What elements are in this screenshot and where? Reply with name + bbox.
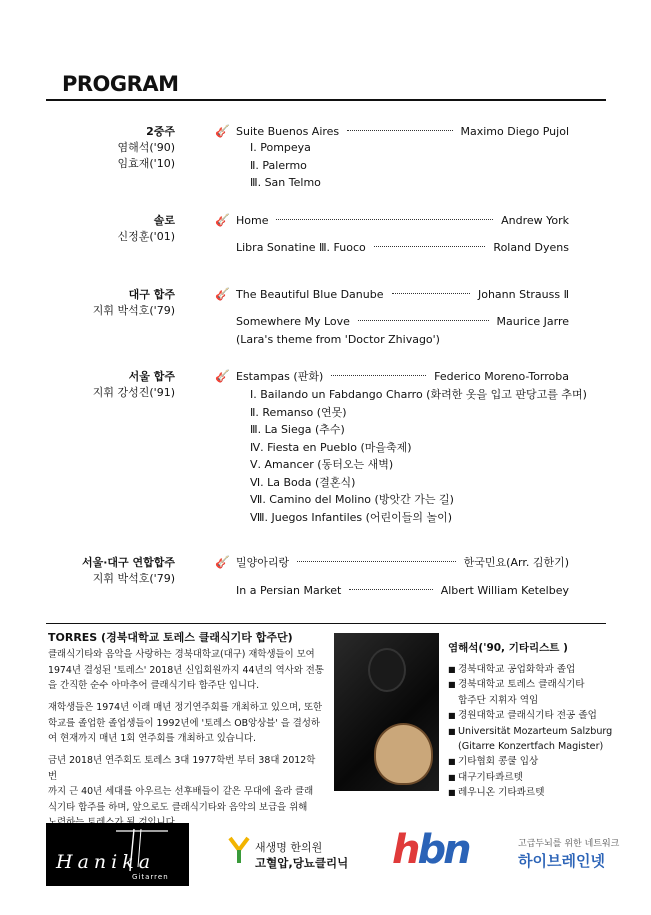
title-rule bbox=[46, 99, 606, 101]
composer: Albert William Ketelbey bbox=[440, 584, 569, 597]
hanika-logo bbox=[46, 823, 189, 886]
text-line: 식기타 합주를 하며, 앞으로도 클래식기타와 음악의 보급을 위해 bbox=[48, 801, 308, 813]
piece-title: Suite Buenos Aires bbox=[236, 125, 340, 138]
performer: 지휘 박석호('79) bbox=[92, 572, 175, 585]
movement: Ⅵ. La Boda (결혼식) bbox=[250, 475, 356, 489]
dot-leader bbox=[347, 129, 452, 131]
movement: Ⅰ. Bailando un Fabdango Charro (화려한 옷을 입고 판당고를 추며) bbox=[250, 388, 587, 401]
guitar-icon: 🎸 bbox=[215, 555, 230, 569]
torres-paragraph bbox=[48, 753, 324, 831]
guitar-icon: 🎸 bbox=[215, 124, 230, 138]
bio-list bbox=[448, 662, 612, 801]
guitar-icon: 🎸 bbox=[215, 213, 230, 227]
movement-list bbox=[250, 139, 321, 192]
guitar-body bbox=[374, 723, 433, 785]
bio-item: ■ Universität Mozarteum Salzburg bbox=[448, 724, 612, 739]
piece-line bbox=[236, 555, 569, 571]
piece-line bbox=[236, 583, 569, 599]
bio-item-cont: (Gitarre Konzertfach Magister) bbox=[458, 741, 604, 753]
movement: Ⅳ. Fiesta en Pueblo (마을축제) bbox=[250, 440, 412, 454]
dot-leader bbox=[358, 319, 489, 321]
portrait-head bbox=[368, 648, 406, 692]
text-line: 학교를 졸업한 졸업생들이 1992년에 '토레스 OB앙상블' 을 결성하 bbox=[48, 717, 320, 729]
guitar-icon: 🎸 bbox=[215, 287, 230, 301]
clinic-mark-icon bbox=[228, 836, 250, 864]
bio-item: ■ 레우니온 기타콰르텟 bbox=[448, 785, 612, 800]
movement: Ⅲ. San Telmo bbox=[250, 176, 321, 189]
hbn-mark: hbn bbox=[392, 827, 469, 873]
performer: 신정훈('01) bbox=[117, 230, 175, 243]
piece-title: The Beautiful Blue Danube bbox=[236, 288, 384, 301]
bio-item: ■ 경북대학교 공업화학과 졸업 bbox=[448, 662, 612, 677]
clinic-tagline: 고혈압,당뇨클리닉 bbox=[255, 856, 349, 870]
movement: Ⅲ. La Siega (추수) bbox=[250, 423, 345, 436]
performer: 임효재('10) bbox=[117, 157, 175, 170]
bio-item-cont: 합주단 지휘자 역임 bbox=[458, 694, 539, 706]
movement: Ⅷ. Juegos Infantiles (어린이들의 놀이) bbox=[250, 510, 453, 524]
piece-line bbox=[236, 314, 569, 330]
piece-line bbox=[236, 240, 569, 256]
piece-line bbox=[236, 213, 569, 229]
text-line: 클래식기타와 음악을 사랑하는 경북대학교(대구) 재학생들이 모여 bbox=[48, 649, 315, 660]
piece-line bbox=[236, 369, 569, 385]
guitarist-photo bbox=[334, 633, 439, 791]
guitar-icon: 🎸 bbox=[215, 369, 230, 383]
performer: 염해석('90) bbox=[117, 141, 175, 154]
torres-paragraph bbox=[48, 700, 324, 747]
hanika-subtitle: Gitarren bbox=[132, 873, 169, 881]
movement: Ⅱ. Remanso (연못) bbox=[250, 405, 347, 419]
piece-title: Estampas (판화) bbox=[236, 370, 324, 383]
bio-item: ■ 대구기타콰르텟 bbox=[448, 770, 612, 785]
clinic-name: 새생명 한의원 bbox=[255, 841, 323, 854]
bio-heading: 염해석('90, 기타리스트 ) bbox=[448, 642, 568, 654]
piece-title: Libra Sonatine Ⅲ. Fuoco bbox=[236, 241, 366, 254]
piece-line bbox=[236, 287, 569, 303]
movement: Ⅶ. Camino del Molino (방앗간 가는 길) bbox=[250, 493, 454, 506]
movement: Ⅴ. Amancer (동터오는 새벽) bbox=[250, 458, 394, 471]
composer: Andrew York bbox=[501, 214, 569, 227]
section-heading: 서울 합주 bbox=[128, 370, 175, 383]
movement: Ⅱ. Palermo bbox=[250, 158, 307, 172]
piece-title: Home bbox=[236, 214, 269, 227]
torres-paragraph bbox=[48, 647, 324, 694]
hbn-name: 하이브레인넷 bbox=[518, 852, 605, 870]
text-line: 을 간직한 순수 아마추어 클래식기타 합주단 입니다. bbox=[48, 680, 260, 691]
piece-title: 밀양아리랑 bbox=[236, 556, 290, 569]
composer: Johann Strauss Ⅱ bbox=[477, 288, 569, 301]
bio-item: ■ 경원대학교 클래식기타 전공 졸업 bbox=[448, 708, 612, 723]
section-heading: 대구 합주 bbox=[128, 288, 175, 301]
movement: Ⅰ. Pompeya bbox=[250, 141, 311, 154]
dot-leader bbox=[276, 218, 493, 220]
bio-item: ■ 경북대학교 토레스 클래식기타 bbox=[448, 677, 612, 692]
text-line: 금년 2018년 연주회도 토레스 3대 1977학번 부터 38대 2012학번 bbox=[48, 755, 316, 782]
text-line: 1974년 결성된 '토레스' 2018년 신입회원까지 44년의 역사와 전통 bbox=[48, 664, 324, 676]
piece-title: Somewhere My Love bbox=[236, 315, 350, 328]
composer: Maurice Jarre bbox=[496, 315, 569, 328]
section-heading: 서울·대구 연합합주 bbox=[81, 556, 175, 569]
section-heading: 2중주 bbox=[146, 125, 175, 138]
section-heading: 솔로 bbox=[153, 214, 175, 227]
dot-leader bbox=[392, 292, 470, 294]
text-line: 까지 근 40년 세대를 아우르는 선후배들이 같은 무대에 올라 클래 bbox=[48, 786, 314, 797]
dot-leader bbox=[374, 245, 486, 247]
piece-title: In a Persian Market bbox=[236, 584, 342, 597]
piece-line bbox=[236, 124, 569, 140]
composer: Federico Moreno-Torroba bbox=[434, 370, 569, 383]
bio-item: ■ 기타협회 콩쿨 입상 bbox=[448, 754, 612, 769]
torres-heading: TORRES (경북대학교 토레스 클래식기타 합주단) bbox=[48, 631, 293, 644]
dot-leader bbox=[297, 560, 456, 562]
composer: Roland Dyens bbox=[493, 241, 569, 254]
page-title: PROGRAM bbox=[62, 72, 179, 96]
hbn-tagline: 고급두뇌를 위한 네트워크 bbox=[518, 839, 620, 849]
text-line: 여 현재까지 매년 1회 연주회를 개최하고 있습니다. bbox=[48, 733, 256, 744]
hanika-wordmark: Hanika bbox=[56, 851, 156, 873]
movement-list bbox=[250, 386, 587, 526]
composer: 한국민요(Arr. 김한기) bbox=[463, 556, 569, 569]
dot-leader bbox=[331, 374, 426, 376]
performer: 지휘 강성진('91) bbox=[92, 386, 175, 399]
text-line: 재학생들은 1974년 이래 매년 정기연주회를 개최하고 있으며, 또한 bbox=[48, 702, 323, 713]
performer: 지휘 박석호('79) bbox=[92, 304, 175, 317]
composer: Maximo Diego Pujol bbox=[460, 125, 569, 138]
dot-leader bbox=[349, 588, 432, 590]
section-rule bbox=[46, 623, 606, 624]
piece-note: (Lara's theme from 'Doctor Zhivago') bbox=[236, 333, 440, 346]
